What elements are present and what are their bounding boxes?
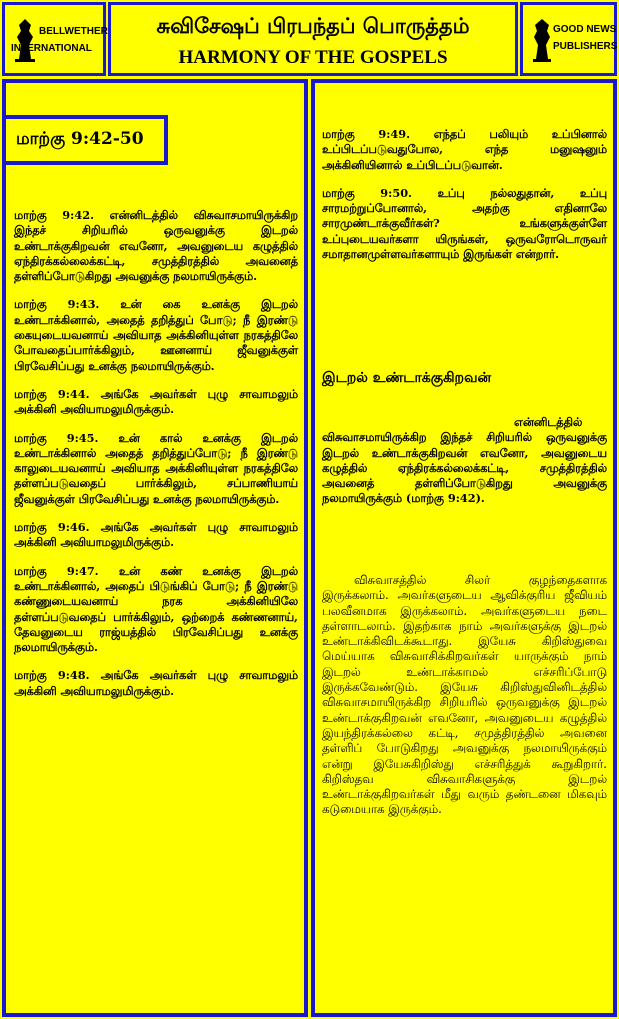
title-box [108,2,518,76]
quote-block [322,415,607,520]
logo-right-line2: PUBLISHERS [553,41,618,52]
verse-paragraph: மாற்கு 9:50. உப்பு நல்லதுதான், உப்பு சாரமற்றுப்போனால், அதற்கு எதினாலே சாரமுண்டாக்குவீர்கள்? உங்களுக்குள்ளே உப்புடையவர்களா யிருங்கள், ஒருவரோடொருவர் சமாதானமுள்ளவர்களாயும் இருங்கள் என்றார். [322,185,607,262]
reference-text: மாற்கு 9:42-50 [16,129,144,149]
verse-paragraph: மாற்கு 9:47. உன் கண் உனக்கு இடறல் உண்டாக்கினால், அதைப் பிடுங்கிப் போடு; நீ இரண்டு கண்ணுடையவனாய் நரக அக்கினியிலே தள்ளப்படுவதைப் பார்க்கிலும், ஒற்றைக் கண்ணனாய், தேவனுடைய ராஜ்யத்தில் பிரவேசிப்பது உனக்கு நலமாயிருக்கும். [14,563,298,655]
title-english: HARMONY OF THE GOSPELS [178,47,448,68]
commentary-block [322,573,607,831]
book-icon [531,17,553,63]
left-column-text [14,208,298,712]
section-subheading: இடறல் உண்டாக்குகிறவன் [322,370,492,386]
verse-paragraph: மாற்கு 9:44. அங்கே அவர்கள் புழு சாவாமலும் அக்கினி அவியாமலுமிருக்கும். [14,386,298,417]
verse-paragraph: மாற்கு 9:43. உன் கை உனக்கு இடறல் உண்டாக்கினால், அதைத் தறித்துப் போடு; நீ இரண்டு கையுடையவனாய் அவியாத அக்கினியுள்ள நரகத்திலே போவதைப்பார்க்கிலும், ஊனனாய் ஜீவனுக்குள் பிரவேசிப்பது உனக்கு நலமாயிருக்கும். [14,297,298,373]
verse-paragraph: மாற்கு 9:45. உன் கால் உனக்கு இடறல் உண்டாக்கினால் அதைத் தறித்துப்போடு; நீ இரண்டு காலுடையவனாய் அவியாத அக்கினியுள்ள நரகத்திலே தள்ளப்படுவதைப் பார்க்கிலும், சப்பாணியாய் ஜீவனுக்குள் பிரவேசிப்பது உனக்கு நலமாயிருக்கும். [14,430,298,506]
verse-paragraph: மாற்கு 9:49. எந்தப் பலியும் உப்பினால் உப்பிடப்படுவதுபோல, எந்த மனுஷனும் அக்கினியினால் உப்பிடப்படுவான். [322,127,607,172]
reference-box [2,115,168,165]
logo-left-line1: BELLWETHER [39,26,108,37]
logo-left-line2: INTERNATIONAL [11,43,92,54]
bellwether-logo [2,2,106,76]
header [0,0,619,78]
quote-text: என்னிடத்தில் விசுவாசமாயிருக்கிற இந்தச் சிறியரில் ஒருவனுக்கு இடறல் உண்டாக்குகிறவன் எவனோ, அவனுடைய கழுத்தில் ஏந்திரக்கல்லைக்கட்டி, சமுத்திரத்தில் அவனைத் தள்ளிப்போடுகிறது அவனுக்கு நலமாயிருக்கும் (மாற்கு 9:42). [322,415,607,506]
commentary-text: விசுவாசத்தில் சிலர் குழந்தைகளாக இருக்கலாம். அவர்களுடைய ஆவிக்குரிய ஜீவியம் பலவீனமாக இருக்கலாம். அவர்களுடைய நடை தள்ளாடலாம். இதற்காக நாம் அவர்களுக்கு இடறல் உண்டாக்கிவிடக்கூடாது. இயேசு கிறிஸ்துவை மெய்யாக விசுவாசிக்கிறவர்கள் யாருக்கும் நாம் இடறல் உண்டாக்காமல் எச்சரிப்போடு இருக்கவேண்டும். இயேசு கிறிஸ்துவினிடத்தில் விசுவாசமாயிருக்கிற சிறியரில் ஒருவனுக்கு இடறல் உண்டாக்குகிறவன் எவனோ, அவனுடைய கழுத்தில் இயந்திரக்கல்லை கட்டி, சமுத்திரத்தில் அவனை தள்ளிப் போடுகிறது அவனுக்கு நலமாயிருக்கும் என்று இயேசுகிறிஸ்து எச்சரித்துக் கூறுகிறார். கிறிஸ்தவ விசுவாசிகளுக்கு இடறல் உண்டாக்குகிறவர்கள் மீது வரும் தண்டனை மிகவும் கடுமையாக இருக்கும். [322,573,607,817]
verse-paragraph: மாற்கு 9:42. என்னிடத்தில் விசுவாசமாயிருக்கிற இந்தச் சிறியரில் ஒருவனுக்கு இடறல் உண்டாக்குகிறவன் எவனோ, அவனுடைய கழுத்தில் ஏந்திரக்கல்லைக்கட்டி, சமுத்திரத்தில் அவனைத் தள்ளிப்போடுகிறது அவனுக்கு நலமாயிருக்கும். [14,208,298,284]
good-news-logo [520,2,617,76]
verse-paragraph: மாற்கு 9:48. அங்கே அவர்கள் புழு சாவாமலும் அக்கினி அவியாமலுமிருக்கும். [14,668,298,698]
ram-icon [11,15,39,65]
title-tamil: சுவிசேஷப் பிரபந்தப் பொருத்தம் [156,13,470,38]
logo-right-line1: GOOD NEWS [553,24,617,35]
verse-paragraph: மாற்கு 9:46. அங்கே அவர்கள் புழு சாவாமலும் அக்கினி அவியாமலுமிருக்கும். [14,520,298,550]
right-column-text [322,127,607,275]
